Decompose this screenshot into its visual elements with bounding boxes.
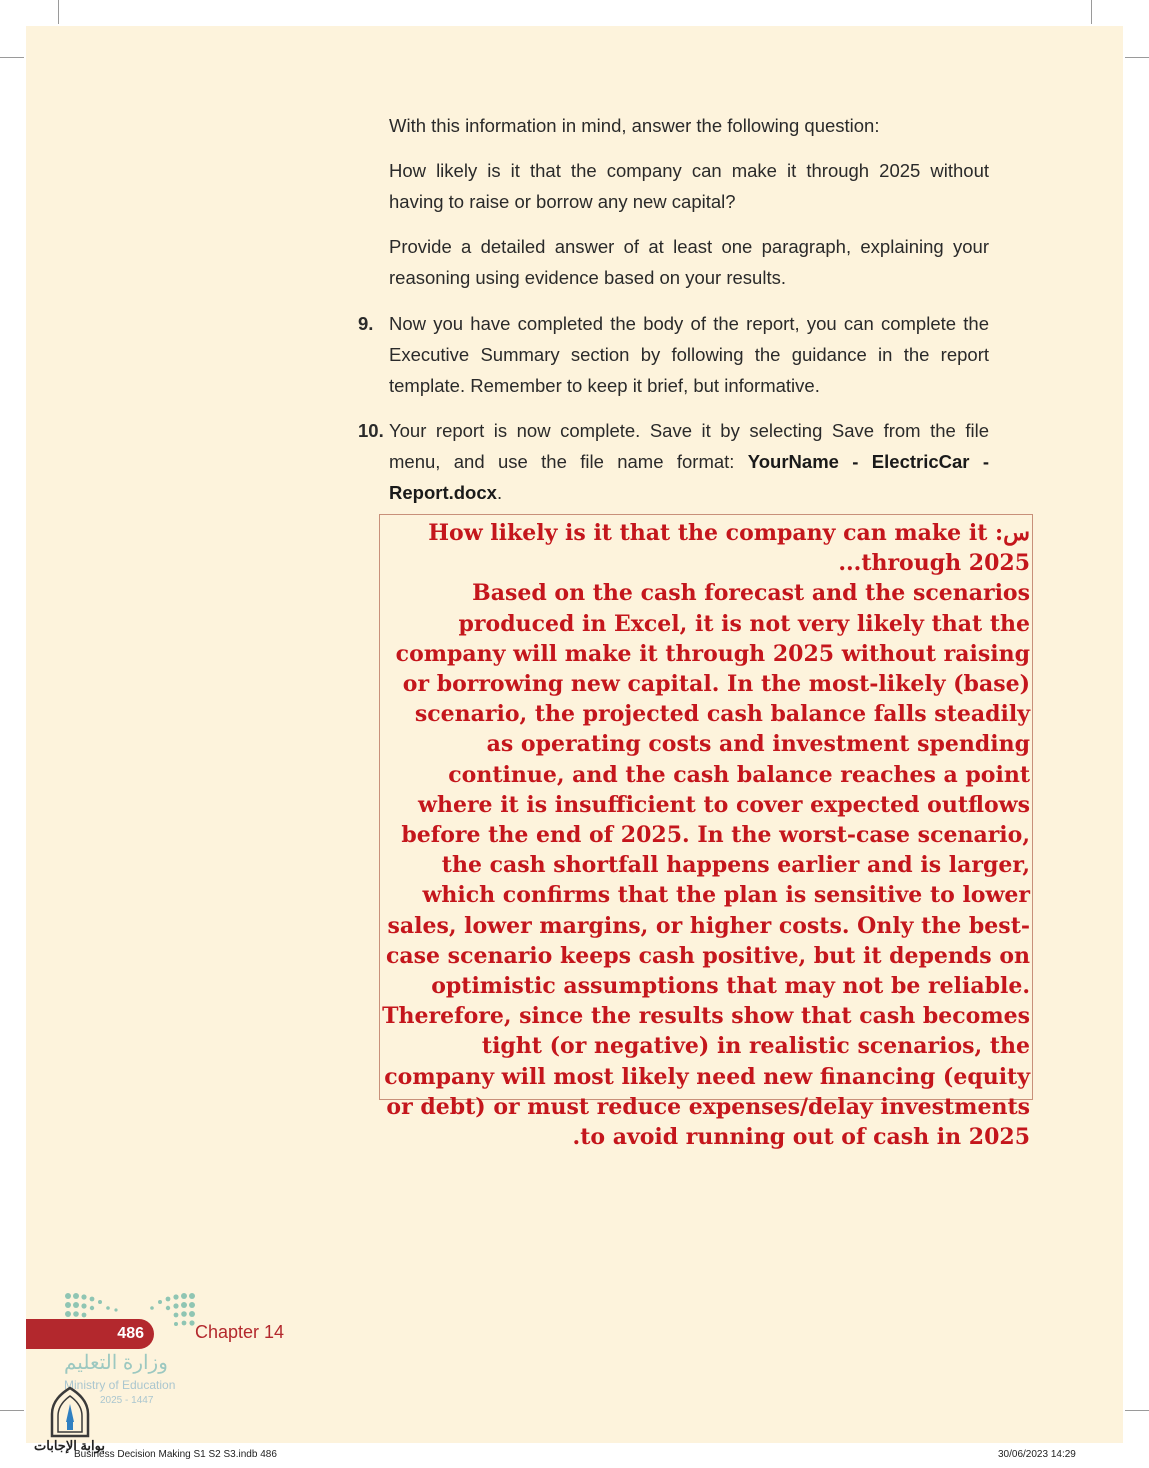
ministry-name-english: Ministry of Education	[64, 1378, 176, 1392]
watermark-emblem-icon	[46, 1386, 94, 1440]
question-text: How likely is it that the company can make it through 2025 without having to raise or borrow any new capital?	[389, 160, 989, 212]
crop-mark	[0, 1410, 24, 1411]
step-number: 10.	[358, 420, 384, 441]
watermark-text: بوابة الإجابات	[34, 1438, 105, 1453]
crop-mark	[1125, 1410, 1149, 1411]
crop-mark	[1125, 57, 1149, 58]
chapter-label: Chapter 14	[195, 1322, 285, 1342]
instruction-text: Provide a detailed answer of at least one paragraph, explaining your reasoning using evidence based on your results.	[389, 236, 989, 288]
print-file-info: Business Decision Making S1 S2 S3.indb 486	[74, 1449, 277, 1460]
page-number-badge: 486	[26, 1319, 154, 1349]
crop-mark	[1091, 0, 1092, 24]
ministry-year: 2025 - 1447	[100, 1395, 154, 1406]
intro-text: With this information in mind, answer the following question:	[389, 115, 880, 136]
crop-mark	[58, 0, 59, 24]
step-number: 9.	[358, 313, 374, 334]
print-date-time: 30/06/2023 14:29	[998, 1449, 1076, 1460]
answer-body: Based on the cash forecast and the scenarios produced in Excel, it is not very likely that the company will make it through 2025 without raising or borrowing new capital. In the most-likely (base) scenario, the projected cash balance falls steadily as operating costs and investment spending continue, and the cash balance reaches a point where it is insufficient to cover expected outflows before the end of 2025. In the worst-case scenario, the cash shortfall happens earlier and is larger, which confirms that the plan is sensitive to lower sales, lower margins, or higher costs. Only the best-case scenario keeps cash positive, but it depends on optimistic assumptions that may not be reliable. Therefore, since the results show that cash becomes tight (or negative) in realistic scenarios, the company will most likely need new financing (equity or debt) or must reduce expenses/delay investments to avoid running out of cash in 2025.	[382, 580, 1030, 1151]
step-text: Now you have completed the body of the report, you can complete the Executive Summary section by following the guidance in the report template. Remember to keep it brief, but informative.	[389, 313, 989, 396]
step-text: Your report is now complete. Save it by selecting Save from the file menu, and use the file name format: YourName - ElectricCar - Report.docx.	[389, 420, 989, 503]
crop-mark	[0, 57, 24, 58]
answer-question: س: How likely is it that the company can make it through 2025...	[428, 520, 1030, 577]
file-name-format: YourName - ElectricCar - Report.docx	[389, 451, 989, 503]
answer-box	[379, 514, 1033, 1151]
ministry-name-arabic: وزارة التعليم	[64, 1352, 168, 1374]
